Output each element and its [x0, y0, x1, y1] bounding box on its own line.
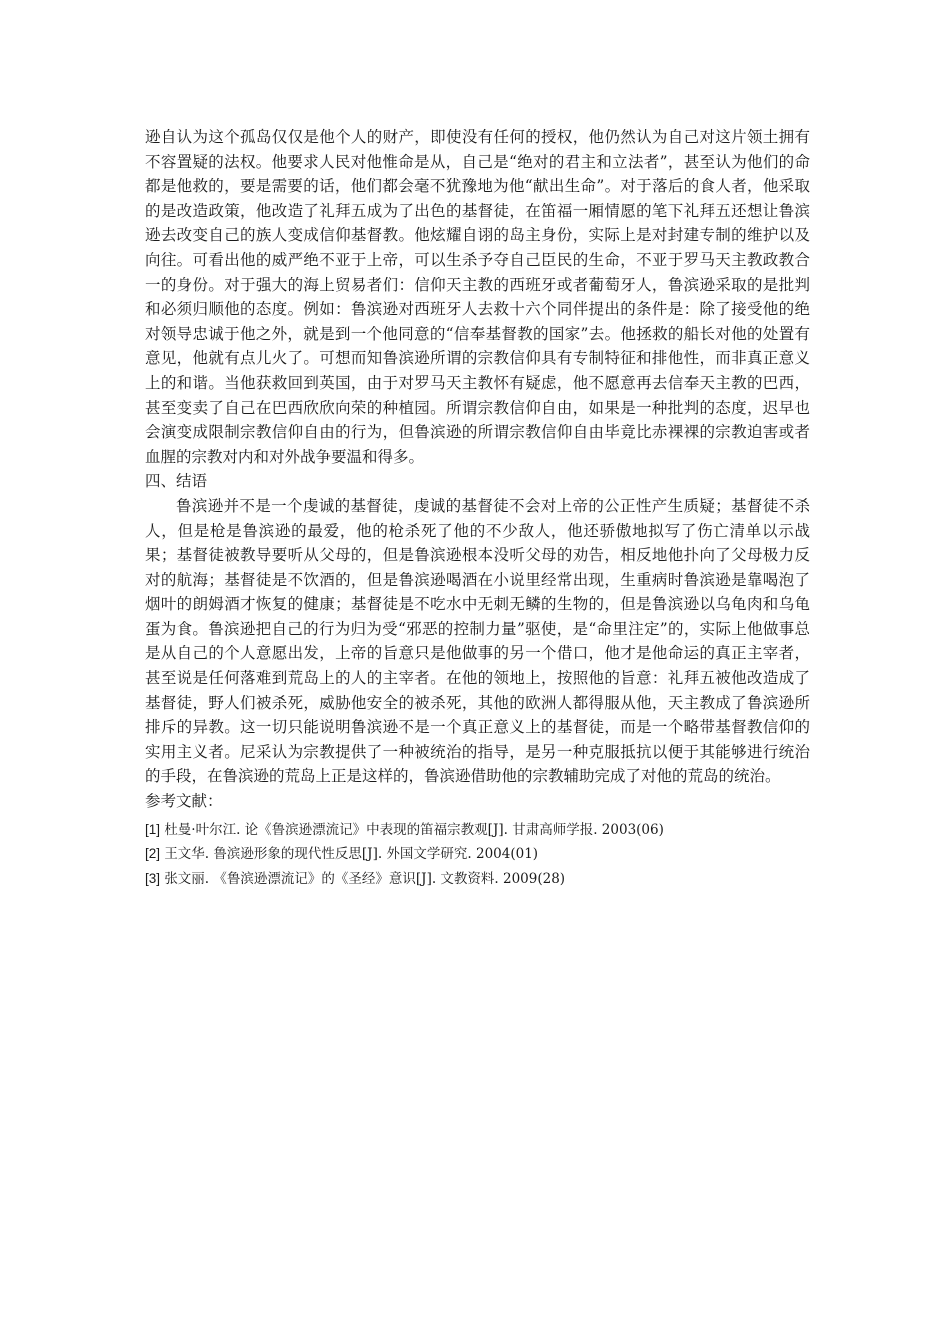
document-page	[145, 125, 810, 891]
reference-item	[145, 842, 810, 867]
references-list	[145, 818, 810, 892]
body-paragraph-continued: 逊自认为这个孤岛仅仅是他个人的财产，即使没有任何的授权，他仍然认为自己对这片领土拥有不容置疑的法权。他要求人民对他惟命是从，自己是“绝对的君主和立法者”，甚至认为他们的命都是他救的，要是需要的话，他们都会毫不犹豫地为他“献出生命”。对于落后的食人者，他采取的是改造政策，他改造了礼拜五成为了出色的基督徒，在笛福一厢情愿的笔下礼拜五还想让鲁滨逊去改变自己的族人变成信仰基督教。他炫耀自诩的岛主身份，实际上是对封建专制的维护以及向往。可看出他的威严绝不亚于上帝，可以生杀予夺自己臣民的生命，不亚于罗马天主教政教合一的身份。对于强大的海上贸易者们：信仰天主教的西班牙或者葡萄牙人，鲁滨逊采取的是批判和必须归顺他的态度。例如：鲁滨逊对西班牙人去救十六个同伴提出的条件是：除了接受他的绝对领导忠诚于他之外，就是到一个他同意的“信奉基督教的国家”去。他拯救的船长对他的处置有意见，他就有点儿火了。可想而知鲁滨逊所谓的宗教信仰具有专制特征和排他性，而非真正意义上的和谐。当他获救回到英国，由于对罗马天主教怀有疑虑，他不愿意再去信奉天主教的巴西，甚至变卖了自己在巴西欣欣向荣的种植园。所谓宗教信仰自由，如果是一种批判的态度，迟早也会演变成限制宗教信仰自由的行为，但鲁滨逊的所谓宗教信仰自由毕竟比赤裸裸的宗教迫害或者血腥的宗教对内和对外战争要温和得多。	[145, 128, 810, 466]
reference-item	[145, 867, 810, 892]
reference-text: 王文华. 鲁滨逊形象的现代性反思[J]. 外国文学研究. 2004(01)	[164, 846, 539, 863]
reference-text: 杜曼·叶尔江. 论《鲁滨逊漂流记》中表现的笛福宗教观[J]. 甘肃高师学报. 2003(06)	[164, 821, 664, 838]
reference-number: [1]	[145, 821, 161, 837]
reference-text: 张文丽. 《鲁滨逊漂流记》的《圣经》意识[J]. 文教资料. 2009(28)	[164, 870, 566, 887]
references-title: 参考文献：	[145, 792, 223, 811]
reference-number: [2]	[145, 846, 161, 862]
reference-number: [3]	[145, 870, 161, 886]
conclusion-paragraph: 鲁滨逊并不是一个虔诚的基督徒，虔诚的基督徒不会对上帝的公正性产生质疑；基督徒不杀人，但是枪是鲁滨逊的最爱，他的枪杀死了他的不少敌人，他还骄傲地拟写了伤亡清单以示战果；基督徒被教导要听从父母的，但是鲁滨逊根本没听父母的劝告，相反地他扑向了父母极力反对的航海；基督徒是不饮酒的，但是鲁滨逊喝酒在小说里经常出现，生重病时鲁滨逊是靠喝泡了烟叶的朗姆酒才恢复的健康；基督徒是不吃水中无刺无鳞的生物的，但是鲁滨逊以乌龟肉和乌龟蛋为食。鲁滨逊把自己的行为归为受“邪恶的控制力量”驱使，是“命里注定”的，实际上他做事总是从自己的个人意愿出发，上帝的旨意只是他做事的另一个借口，他才是他命运的真正主宰者，甚至说是任何落难到荒岛上的人的主宰者。在他的领地上，按照他的旨意：礼拜五被他改造成了基督徒，野人们被杀死，威胁他安全的被杀死，其他的欧洲人都得服从他，天主教成了鲁滨逊所排斥的异教。这一切只能说明鲁滨逊不是一个真正意义上的基督徒，而是一个略带基督教信仰的实用主义者。尼采认为宗教提供了一种被统治的指导，是另一种克服抵抗以便于其能够进行统治的手段，在鲁滨逊的荒岛上正是这样的，鲁滨逊借助他的宗教辅助完成了对他的荒岛的统治。	[145, 496, 810, 786]
reference-item	[145, 818, 810, 843]
section-heading: 四、结语	[145, 472, 208, 491]
